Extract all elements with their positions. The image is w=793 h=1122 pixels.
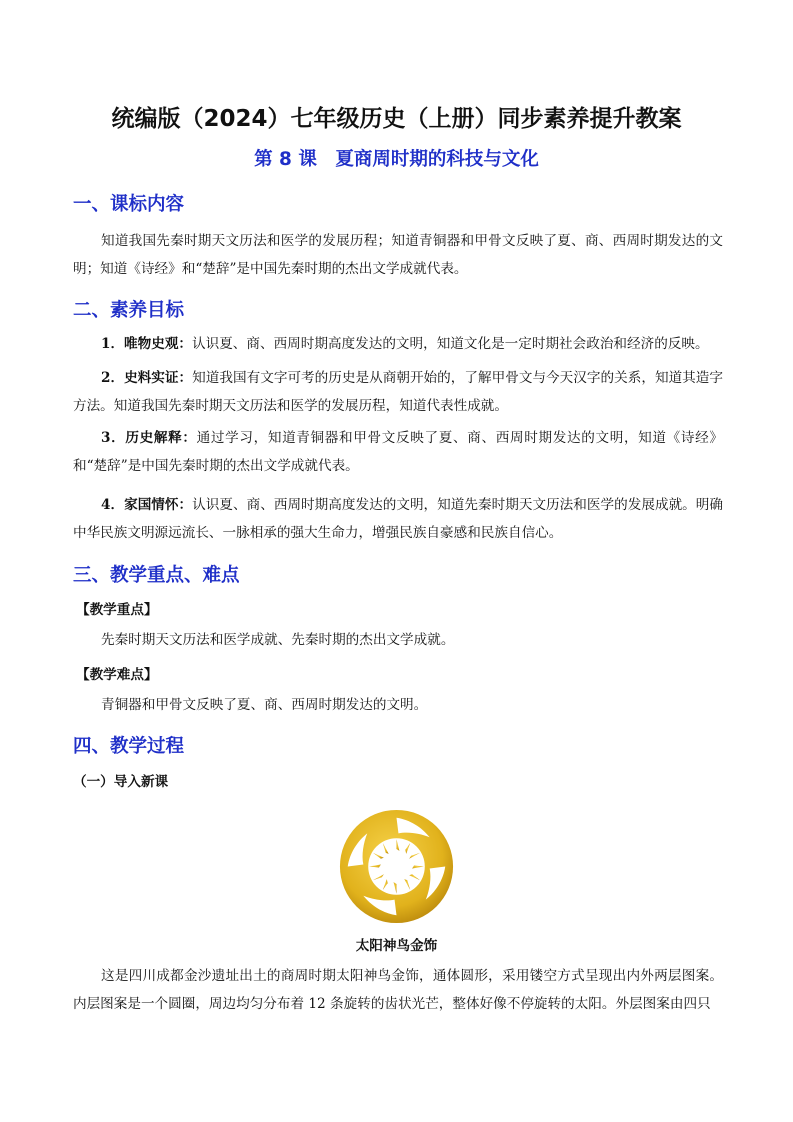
section-heading-goals: 二、素养目标 — [73, 300, 185, 321]
goal-label: 4．家国情怀： — [101, 497, 193, 513]
goal-item-2 — [73, 364, 723, 420]
subsection-intro: （一）导入新课 — [73, 774, 169, 790]
section-heading-process: 四、教学过程 — [73, 736, 185, 757]
image-caption: 太阳神鸟金饰 — [355, 938, 438, 954]
difficulty-label: 【教学难点】 — [76, 667, 158, 683]
key-point-text: 先秦时期天文历法和医学成就、先秦时期的杰出文学成就。 — [101, 632, 455, 648]
standards-paragraph: 知道我国先秦时期天文历法和医学的发展历程；知道青铜器和甲骨文反映了夏、商、西周时期发达的文明；知道《诗经》和“楚辞”是中国先秦时期的杰出文学成就代表。 — [73, 233, 723, 277]
section-heading-standards: 一、课标内容 — [73, 194, 185, 215]
goal-text: 认识夏、商、西周时期高度发达的文明，知道先秦时期天文历法和医学的发展成就。明确中华民族文明源远流长、一脉相承的强大生命力，增强民族自豪感和民族自信心。 — [73, 497, 723, 541]
goal-item-4 — [73, 491, 723, 547]
difficulty-text: 青铜器和甲骨文反映了夏、商、西周时期发达的文明。 — [101, 697, 428, 713]
section-heading-focus: 三、教学重点、难点 — [73, 565, 240, 586]
document-title: 统编版（2024）七年级历史（上册）同步素养提升教案 — [111, 106, 682, 132]
lesson-title: 第 8 课 夏商周时期的科技与文化 — [254, 149, 539, 170]
goal-item-1 — [73, 330, 723, 358]
goal-text: 通过学习，知道青铜器和甲骨文反映了夏、商、西周时期发达的文明，知道《诗经》和“楚辞”是中国先秦时期的杰出文学成就代表。 — [73, 430, 724, 474]
goal-text: 认识夏、商、西周时期高度发达的文明，知道文化是一定时期社会政治和经济的反映。 — [192, 336, 709, 352]
goal-label: 2．史料实证： — [101, 370, 193, 386]
sun-bird-gold-ornament-image — [338, 808, 455, 925]
key-point-label: 【教学重点】 — [76, 602, 158, 618]
goal-label: 3．历史解释： — [101, 430, 197, 446]
goal-item-3 — [73, 424, 723, 480]
intro-paragraph: 这是四川成都金沙遗址出土的商周时期太阳神鸟金饰，通体圆形，采用镂空方式呈现出内外两层图案。内层图案是一个圆圈，周边均匀分布着 12 条旋转的齿状光芒，整体好像不停旋转的太阳。外层图案由四只 — [73, 968, 723, 1012]
goal-text: 知道我国有文字可考的历史是从商朝开始的，了解甲骨文与今天汉字的关系，知道其造字方法。知道我国先秦时期天文历法和医学的发展历程，知道代表性成就。 — [73, 370, 723, 414]
goal-label: 1．唯物史观： — [101, 336, 193, 352]
